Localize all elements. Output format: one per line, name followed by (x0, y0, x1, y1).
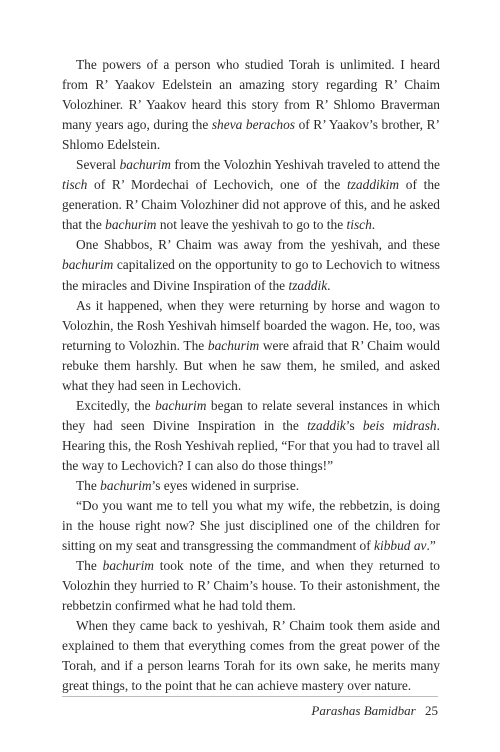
text-run: .” (426, 538, 436, 554)
text-run: One Shabbos, R’ Chaim was away from the yeshivah, and these (76, 237, 440, 253)
paragraph (62, 396, 440, 476)
text-run: The powers of a person who studied Torah is unlimited. I heard from R’ Yaakov Edelstein an amazing story regarding R’ Chaim Volozhiner. R’ Yaakov heard this story from R’ Shlomo Braverman many years ago, during the (62, 57, 440, 133)
text-run: The (76, 477, 101, 493)
footer-rule (62, 696, 438, 697)
page-footer (311, 702, 438, 720)
text-run: took note of the time, and when they returned to Volozhin they hurried to R’ Chaim’s house. To their astonishment, the rebbetzin confirmed what he had told them. (62, 558, 441, 614)
italic-term: beis midrash (362, 417, 437, 433)
text-run: not leave the yeshivah to go to the (156, 217, 347, 233)
text-run: ’s (345, 417, 363, 433)
italic-term: bachurim (102, 558, 154, 574)
text-run: ’s eyes widened in surprise. (151, 477, 300, 493)
text-run: . Hearing this, the Rosh Yeshivah replied, “For that you had to travel all the way to Lechovich? I can also do those things!” (62, 417, 440, 473)
paragraph (62, 496, 440, 556)
text-run: As it happened, when they were returning by horse and wagon to Volozhin, the Rosh Yeshivah himself boarded the wagon. He, too, was returning to Volozhin. The (62, 297, 440, 353)
italic-term: tzaddikim (347, 177, 400, 193)
text-run: of R’ Mordechai of Lechovich, one of the (87, 177, 347, 193)
text-run: The (76, 558, 103, 574)
text-run: of R’ Yaakov’s brother, R’ Shlomo Edelstein. (62, 117, 440, 153)
paragraph (62, 55, 440, 155)
italic-term: tisch (62, 177, 88, 193)
page-number: 25 (425, 703, 438, 718)
paragraph (62, 296, 440, 396)
text-run: When they came back to yeshivah, R’ Chaim took them aside and explained to them that everything comes from the great power of the Torah, and if a person learns Torah for its own sake, he merits many great things, to the point that he can achieve mastery over nature. (62, 618, 440, 694)
text-run: capitalized on the opportunity to go to Lechovich to witness the miracles and Divine Inspiration of the (62, 257, 440, 293)
text-run: were afraid that R’ Chaim would rebuke them harshly. But when he saw them, he smiled, and asked what they had seen in Lechovich. (62, 337, 441, 393)
paragraph (62, 556, 440, 616)
italic-term: bachurim (207, 337, 260, 353)
text-run: . (371, 217, 376, 233)
italic-term: bachurim (155, 397, 207, 413)
italic-term: kibbud av (374, 538, 427, 554)
paragraph (62, 476, 440, 496)
italic-term: bachurim (105, 217, 157, 233)
italic-term: tzaddik (307, 417, 346, 433)
italic-term: tisch (346, 217, 372, 233)
italic-term: bachurim (100, 477, 152, 493)
text-run: “Do you want me to tell you what my wife, the rebbetzin, is doing in the house right now? She just disciplined one of the children for sitting on my seat and transgressing the commandment of (62, 498, 440, 554)
body-text (62, 55, 440, 697)
paragraph (62, 616, 440, 696)
italic-term: bachurim (119, 157, 171, 173)
italic-term: tzaddik (288, 277, 328, 293)
text-run: of the generation. R’ Chaim Volozhiner did not approve of this, and he asked that the (62, 177, 440, 233)
italic-term: bachurim (62, 257, 114, 273)
text-run: began to relate several instances in which they had seen Divine Inspiration in the (62, 397, 440, 433)
text-run: Excitedly, the (76, 397, 156, 413)
paragraph (62, 155, 440, 235)
text-run: Several (76, 157, 120, 173)
running-head: Parashas Bamidbar (311, 703, 416, 718)
text-run: . (327, 277, 331, 293)
text-run: from the Volozhin Yeshivah traveled to attend the (170, 157, 441, 173)
paragraph (62, 235, 440, 295)
italic-term: sheva berachos (211, 117, 295, 133)
